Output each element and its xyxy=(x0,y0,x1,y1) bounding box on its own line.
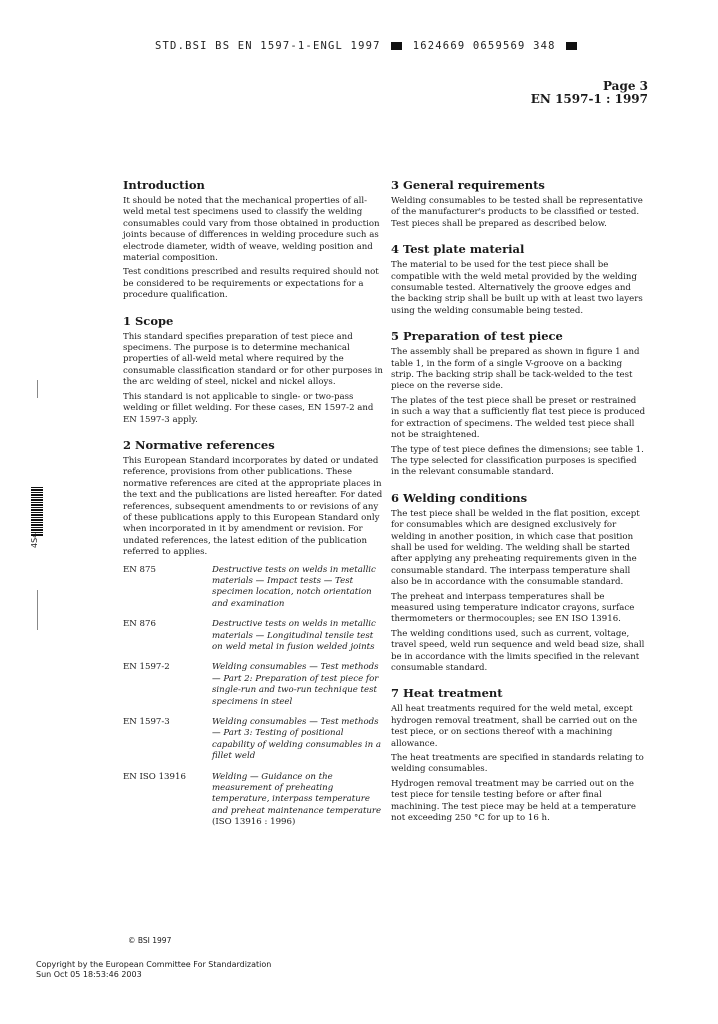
section-heading: 6 Welding conditions xyxy=(391,490,528,505)
copyright-line: Copyright by the European Committee For Standardization xyxy=(36,960,272,969)
reference-item xyxy=(123,565,383,611)
right-column xyxy=(391,178,646,836)
reference-code: EN 1597-3 xyxy=(123,717,170,728)
reference-code: EN ISO 13916 xyxy=(123,771,186,782)
paragraph: The material to be used for the test piece shall be compatible with the weld metal provided by the welding consumable tested. Alternatively the groove edges and the backing strip shall be built up with at least two layers using the welding consumable being tested. xyxy=(391,260,643,316)
introduction-section xyxy=(123,178,383,302)
page-header xyxy=(531,80,648,106)
paragraph: The type of test piece defines the dimensions; see table 1. The type selected for classification purposes is specified in the relevant consumable standard. xyxy=(391,444,644,478)
paragraph: It should be noted that the mechanical properties of all-weld metal test specimens used to classify the welding consumables could vary from those obtained in production joints because of differences in welding procedure such as electrode diameter, width of weave, welding position and material composition. xyxy=(123,196,380,264)
reference-iso-number: (ISO 13916 : 1996) xyxy=(212,817,296,828)
normative-references-section xyxy=(123,438,383,829)
paragraph: The plates of the test piece shall be preset or restrained in such a way that a sufficiently flat test piece is produced for extraction of specimens. The welded test piece shall not be straightened. xyxy=(391,395,646,441)
document-code-line xyxy=(155,40,580,52)
general-requirements-section xyxy=(391,178,646,230)
margin-tick xyxy=(37,590,38,630)
scope-section xyxy=(123,314,383,426)
page-number: Page 3 xyxy=(602,79,648,93)
bsi-copyright: © BSI 1997 xyxy=(128,936,172,945)
reference-item xyxy=(123,717,383,763)
reference-title: Welding consumables — Test methods — Part 2: Preparation of test piece for single-run and two-run technique test specimens in steel xyxy=(212,662,379,707)
margin-tick xyxy=(37,380,38,398)
preparation-section xyxy=(391,329,646,478)
paragraph: The test piece shall be welded in the flat position, except for consumables which are designed exclusively for welding in another position, in which case that position shall be used for welding. The welding shall be started after applying any preheating requirements given in the consumable standard. The interpass temperature shall also be in accordance with the consumable standard. xyxy=(391,508,640,588)
document-serial: 1624669 0659569 348 xyxy=(412,40,556,52)
section-heading: Introduction xyxy=(123,178,205,192)
paragraph: This European Standard incorporates by dated or undated reference, provisions from other publications. These normative references are cited at the appropriate places in the text and the publications are listed hereafter. For dated references, subsequent amendments to or revisions of any of these publications apply to this European Standard only when incorporated in it by amendment or revision. For undated references, the latest edition of the publication referred to applies. xyxy=(123,455,383,558)
paragraph: All heat treatments required for the weld metal, except hydrogen removal treatment, shall be carried out on the test piece, or on sections thereof with a machining allowance. xyxy=(391,704,638,749)
welding-conditions-section xyxy=(391,491,646,675)
copyright-notice xyxy=(36,960,271,980)
document-code: STD.BSI BS EN 1597-1-ENGL 1997 xyxy=(155,40,381,52)
redaction-block xyxy=(566,42,577,50)
reference-title xyxy=(212,772,382,829)
margin-mark: 4S4 xyxy=(30,532,39,548)
paragraph: The heat treatments are specified in standards relating to welding consumables. xyxy=(391,753,644,775)
paragraph: The assembly shall be prepared as shown in figure 1 and table 1, in the form of a single V-groove on a backing strip. The backing strip shall be tack-welded to the test piece on the reverse side. xyxy=(391,347,640,392)
reference-code: EN 876 xyxy=(123,619,156,630)
paragraph: Welding consumables to be tested shall be representative of the manufacturer's products to be classified or tested. Test pieces shall be prepared as described below. xyxy=(391,196,643,229)
reference-title: Welding consumables — Test methods — Part 3: Testing of positional capability of welding consumables in a fillet weld xyxy=(212,717,381,762)
redaction-block xyxy=(391,42,402,50)
paragraph: Hydrogen removal treatment may be carried out on the test piece for tensile testing before or after final machining. The test piece may be held at a temperature not exceeding 250 °C for up to 16 h. xyxy=(391,778,636,824)
section-heading: 4 Test plate material xyxy=(391,242,525,257)
standard-id: EN 1597-1 : 1997 xyxy=(530,92,648,106)
heat-treatment-section xyxy=(391,686,646,824)
paragraph: The welding conditions used, such as current, voltage, travel speed, weld run sequence and weld bead size, shall be in accordance with the limits specified in the relevant consumable standard. xyxy=(391,628,645,673)
paragraph: Test conditions prescribed and results required should not be considered to be requirements or expectations for a procedure qualification. xyxy=(123,267,379,301)
reference-list xyxy=(123,565,383,829)
reference-item xyxy=(123,662,383,708)
test-plate-material-section xyxy=(391,242,646,317)
reference-code: EN 1597-2 xyxy=(123,662,170,673)
reference-item xyxy=(123,772,383,829)
section-heading: 5 Preparation of test piece xyxy=(391,329,563,344)
reference-title: Destructive tests on welds in metallic materials — Longitudinal tensile test on weld metal in fusion welded joints xyxy=(212,619,376,652)
reference-code: EN 875 xyxy=(123,564,156,575)
paragraph: This standard is not applicable to single- or two-pass welding or fillet welding. For these cases, EN 1597-2 and EN 1597-3 apply. xyxy=(123,391,374,425)
copyright-timestamp: Sun Oct 05 18:53:46 2003 xyxy=(36,970,142,979)
reference-title-text: Welding — Guidance on the measurement of preheating temperature, interpass temperature and preheat maintenance temperature xyxy=(212,771,382,816)
reference-title: Destructive tests on welds in metallic materials — Impact tests — Test specimen location, notch orientation and examination xyxy=(212,564,376,609)
section-heading: 7 Heat treatment xyxy=(391,686,503,701)
section-heading: 2 Normative references xyxy=(123,437,275,452)
paragraph: This standard specifies preparation of test piece and specimens. The purpose is to determine mechanical properties of all-weld metal where required by the consumable classification standard or for other purposes in the arc welding of steel, nickel and nickel alloys. xyxy=(123,331,383,388)
barcode-icon xyxy=(31,487,43,537)
reference-item xyxy=(123,619,383,653)
left-column xyxy=(123,178,383,841)
section-heading: 1 Scope xyxy=(123,313,174,328)
paragraph: The preheat and interpass temperatures shall be measured using temperature indicator crayons, surface thermometers or thermocouples; see EN ISO 13916. xyxy=(391,591,635,625)
section-heading: 3 General requirements xyxy=(391,178,545,192)
